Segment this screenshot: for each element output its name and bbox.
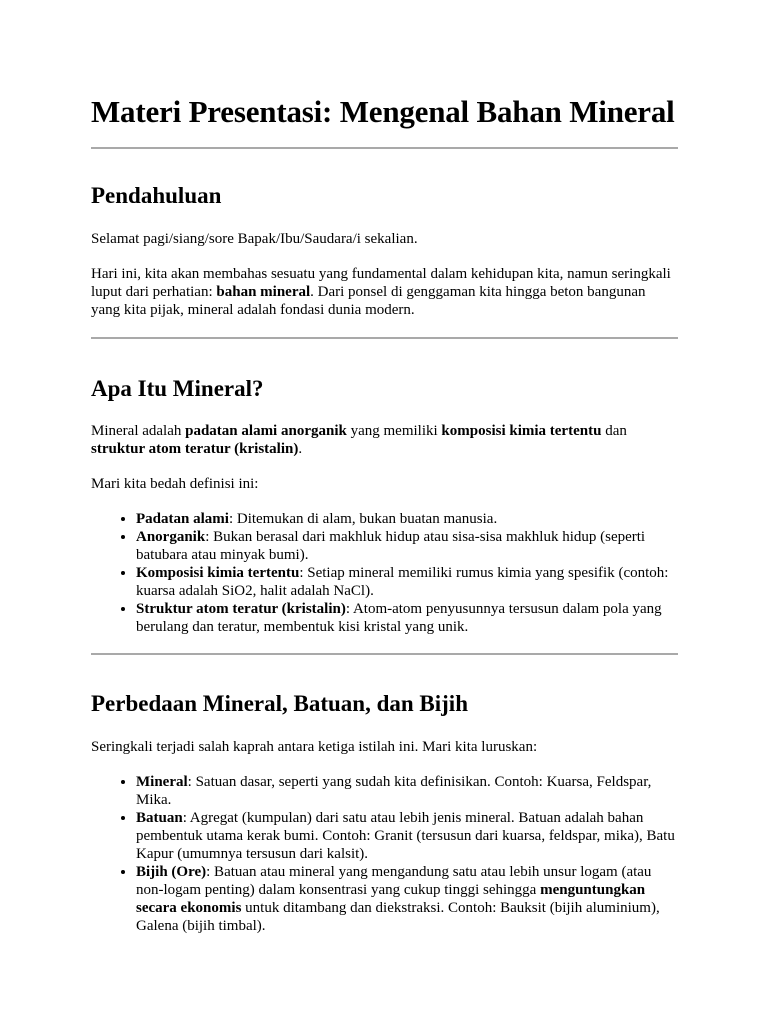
list-item-term: Komposisi kimia tertentu (136, 565, 300, 581)
differences-intro: Seringkali terjadi salah kaprah antara ketiga istilah ini. Mari kita luruskan: (91, 739, 538, 755)
definition-text-4: . (298, 441, 303, 457)
heading-perbedaan: Perbedaan Mineral, Batuan, dan Bijih (91, 691, 468, 716)
section-divider (91, 337, 678, 339)
breakdown-intro: Mari kita bedah definisi ini: (91, 476, 259, 492)
list-item-term: Batuan (136, 810, 183, 826)
list-item-term: Bijih (Ore) (136, 864, 207, 880)
list-item-desc: : Batuan atau mineral yang mengandung satu atau lebih unsur logam (atau non-logam penting) dalam konsentrasi yang cukup tinggi sehingga (136, 864, 652, 898)
list-item (136, 600, 678, 636)
definition-bold-3: struktur atom teratur (kristalin) (91, 441, 299, 457)
intro-paragraph (91, 265, 678, 319)
list-item-desc: : Setiap mineral memiliki rumus kimia yang spesifik (contoh: kuarsa adalah SiO2, halit adalah NaCl). (136, 565, 669, 599)
definition-text-2: yang memiliki (346, 423, 442, 439)
definition-bold-1: padatan alami anorganik (185, 423, 347, 439)
list-item-term: Padatan alami (136, 511, 229, 527)
intro-bold-bahan-mineral: bahan mineral (216, 284, 311, 300)
differences-list (91, 773, 678, 935)
section-divider (91, 653, 678, 655)
definition-text-1: Mineral adalah (91, 423, 186, 439)
list-item-batuan (136, 809, 678, 863)
list-item-mineral (136, 773, 678, 809)
heading-pendahuluan: Pendahuluan (91, 183, 222, 208)
list-item-bijih (136, 863, 678, 935)
definition-bold-2: komposisi kimia tertentu (441, 423, 602, 439)
definition-paragraph (91, 422, 678, 458)
list-item-desc: : Agregat (kumpulan) dari satu atau lebih jenis mineral. Batuan adalah bahan pembentuk utama kerak bumi. Contoh: Granit (tersusun dari kuarsa, feldspar, mika), Batu Kapur (umumnya tersusun dari kalsit). (136, 810, 675, 862)
list-item-bold-menguntungkan: menguntungkan secara ekonomis (136, 882, 646, 916)
definition-text-3: dan (601, 423, 627, 439)
list-item-desc: : Ditemukan di alam, bukan buatan manusia. (228, 511, 498, 527)
list-item-term: Anorganik (136, 529, 206, 545)
definition-list (91, 510, 678, 636)
list-item (136, 564, 678, 600)
list-item (136, 528, 678, 564)
document-title: Materi Presentasi: Mengenal Bahan Mineral (91, 94, 675, 129)
list-item-desc: : Atom-atom penyusunnya tersusun dalam pola yang berulang dan teratur, membentuk kisi kristal yang unik. (136, 601, 662, 635)
list-item (136, 510, 678, 528)
list-item-desc: untuk ditambang dan diekstraksi. Contoh: Bauksit (bijih aluminium), Galena (bijih timbal). (136, 900, 660, 934)
list-item-desc: : Bukan berasal dari makhluk hidup atau sisa-sisa makhluk hidup (seperti batubara atau minyak bumi). (136, 529, 646, 563)
heading-apa-itu-mineral: Apa Itu Mineral? (91, 376, 264, 401)
intro-text-1: Hari ini, kita akan membahas sesuatu yang fundamental dalam kehidupan kita, namun seringkali luput dari perhatian: (91, 266, 671, 300)
list-item-desc: : Satuan dasar, seperti yang sudah kita definisikan. Contoh: Kuarsa, Feldspar, Mika. (136, 774, 652, 808)
list-item-term: Mineral (136, 774, 188, 790)
list-item-term: Struktur atom teratur (kristalin) (136, 601, 346, 617)
section-divider (91, 147, 678, 149)
greeting-paragraph: Selamat pagi/siang/sore Bapak/Ibu/Saudara/i sekalian. (91, 231, 418, 247)
intro-text-2: . Dari ponsel di genggaman kita hingga beton bangunan yang kita pijak, mineral adalah fondasi dunia modern. (91, 284, 646, 318)
